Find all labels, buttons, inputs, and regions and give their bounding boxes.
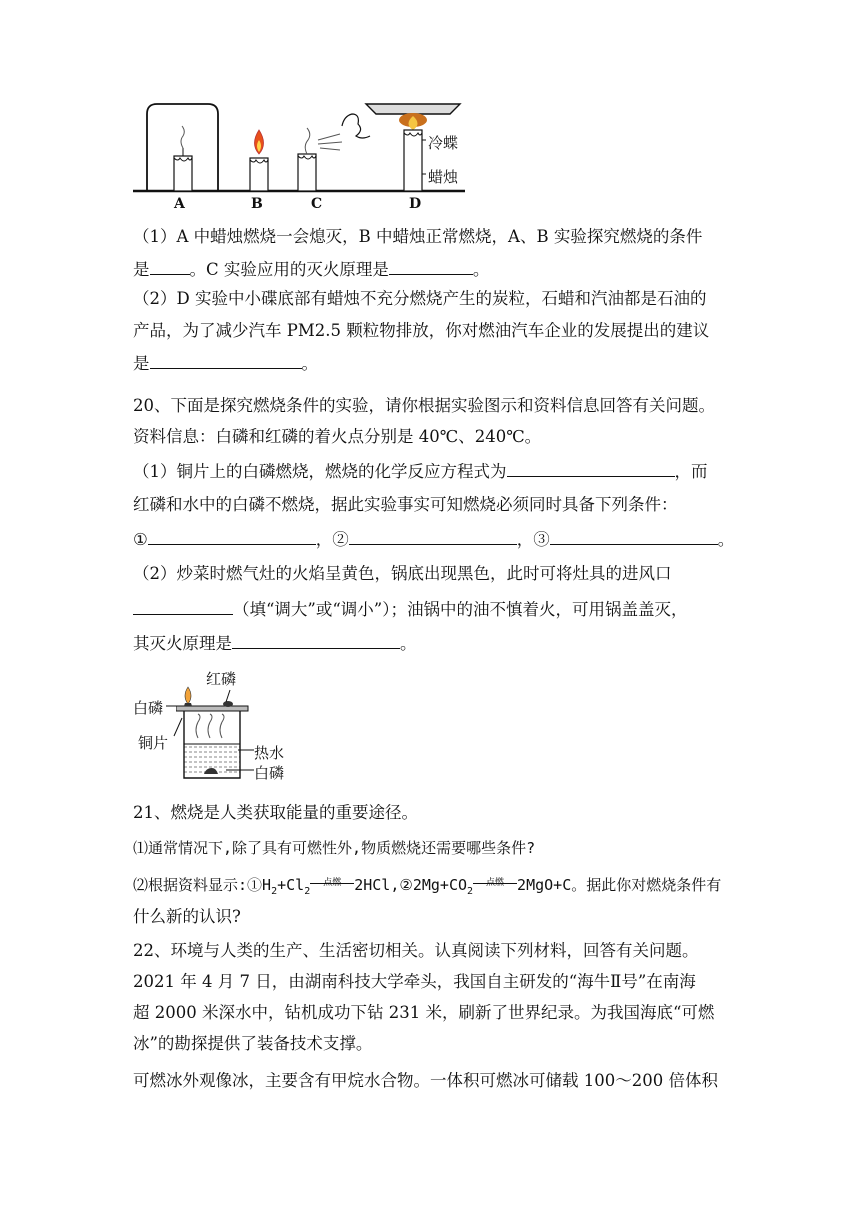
q20-blank-inlet[interactable]	[133, 596, 233, 615]
q20-blank-condition-1[interactable]	[148, 526, 316, 545]
label-red-phosphorus: 红磷	[206, 670, 237, 688]
q19-part2-line3: 是 。	[133, 350, 733, 377]
q21-part2: ⑵根据资料显示$:①H_2+Cl_2$ 点燃 $2HCl,②2Mg+CO_2$ 点燃 2MgO+C。据此你对燃烧条件有	[133, 876, 722, 897]
q21-title: 21、燃烧是人类获取能量的重要途径。	[133, 803, 418, 822]
q19-blank-suggestion[interactable]	[150, 350, 302, 369]
q19-part2-line1: （2）D 实验中小碟底部有蜡烛不充分燃烧产生的炭粒，石蜡和汽油都是石油的	[133, 289, 707, 308]
q20-part2-line1: （2）炒菜时燃气灶的火焰呈黄色，锅底出现黑色，此时可将灶具的进风口	[133, 564, 672, 583]
figure-label-b: B	[251, 196, 263, 212]
q19-part1-line1: （1）A 中蜡烛燃烧一会熄灭，B 中蜡烛正常燃烧，A、B 实验探究燃烧的条件	[133, 227, 703, 246]
q22-line4: 可燃冰外观像冰，主要含有甲烷水合物。一体积可燃冰可储载 100～200 倍体积	[133, 1071, 718, 1090]
q20-part2-line3: 其灭火原理是 。	[133, 630, 733, 657]
label-white-phosphorus-top: 白磷	[133, 699, 164, 717]
q20-blank-equation[interactable]	[507, 458, 675, 477]
q22-line2: 超 2000 米深水中，钻机成功下钻 231 米，刷新了世界纪录。为我国海底“可燃	[133, 1003, 715, 1022]
figure-label-candle: 蜡烛	[428, 168, 459, 186]
q20-blank-condition-3[interactable]	[550, 526, 718, 545]
q19-part2-line2: 产品，为了减少汽车 PM2.5 颗粒物排放，你对燃油汽车企业的发展提出的建议	[133, 321, 710, 340]
q20-part1-line2: 红磷和水中的白磷不燃烧，据此实验事实可知燃烧必须同时具备下列条件：	[133, 495, 678, 514]
q20-conditions: ① ，② ，③ 。	[133, 526, 733, 553]
figure-label-d: D	[409, 196, 422, 212]
q19-blank-principle[interactable]	[389, 256, 473, 275]
q21-part1: ⑴通常情况下,除了具有可燃性外,物质燃烧还需要哪些条件?	[133, 839, 536, 857]
label-copper-plate: 铜片	[138, 734, 169, 752]
q22-line1: 2021 年 4 月 7 日，由湖南科技大学牵头，我国自主研发的“海牛Ⅱ号”在南海	[133, 972, 696, 991]
q20-info: 资料信息：白磷和红磷的着火点分别是 40℃、240℃。	[133, 427, 542, 446]
q20-part2-line2: （填“调大”或“调小”）；油锅中的油不慎着火，可用锅盖盖灭，	[133, 596, 733, 623]
figure-label-dish: 冷蝶	[428, 134, 459, 152]
q21-part3: 什么新的认识?	[133, 907, 241, 926]
q19-part1-line2: 是 。C 实验应用的灭火原理是 。	[133, 256, 733, 283]
q19-blank-condition[interactable]	[150, 256, 190, 275]
figure-label-c: C	[311, 196, 323, 212]
label-hot-water: 热水	[254, 744, 285, 762]
q20-title: 20、下面是探究燃烧条件的实验，请你根据实验图示和资料信息回答有关问题。	[133, 396, 715, 415]
q20-blank-condition-2[interactable]	[349, 526, 517, 545]
label-white-phosphorus-bottom: 白磷	[254, 764, 285, 782]
q20-blank-extinguish[interactable]	[232, 630, 400, 649]
q20-part1-line1: （1）铜片上的白磷燃烧，燃烧的化学反应方程式为 ，而	[133, 458, 733, 485]
figure-label-a: A	[174, 196, 185, 212]
figure2-leader-lines	[160, 680, 260, 780]
q22-line3: 冰”的勘探提供了装备技术支撑。	[133, 1034, 373, 1053]
q22-title: 22、环境与人类的生产、生活密切相关。认真阅读下列材料，回答有关问题。	[133, 941, 699, 960]
